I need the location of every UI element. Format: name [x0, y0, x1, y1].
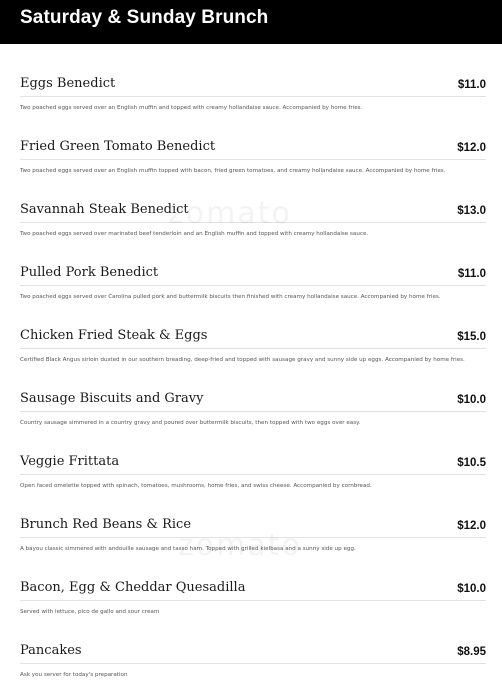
menu-item-price: $12.0 — [457, 142, 486, 154]
menu-item-description: Ask you server for today's preparation — [20, 672, 128, 678]
menu-item-price: $11.0 — [457, 268, 486, 280]
menu-item-name: Brunch Red Beans & Rice — [20, 517, 192, 532]
watermark — [178, 528, 302, 563]
menu-item-description: Open faced omelette topped with spinach, tomatoes, mushrooms, home fries, and swiss cheese. Accompanied by cornbread. — [20, 483, 372, 489]
menu-item-description: Served with lettuce, pico de gallo and sour cream — [20, 609, 160, 615]
menu-item-description: Two poached eggs served over an English muffin topped with bacon, fried green tomatoes, and creamy hollandaise sauce. Accompanied by home fries. — [20, 168, 446, 174]
menu-item-divider — [20, 159, 486, 160]
menu-item-divider — [20, 411, 486, 412]
menu-item-description: Country sausage simmered in a country gravy and poured over buttermilk biscuits, then topped with two eggs over easy. — [20, 420, 361, 426]
menu-item — [0, 133, 502, 196]
menu-item-divider — [20, 285, 486, 286]
menu-item-description: Two poached eggs served over an English muffin and topped with creamy hollandaise sauce. Accompanied by home fries. — [20, 105, 363, 111]
menu-item — [0, 448, 502, 511]
page-header — [0, 0, 502, 44]
menu-item — [0, 322, 502, 385]
menu-item-description: Two poached eggs served over marinated beef tenderloin and an English muffin and topped with creamy hollandaise sauce. — [20, 231, 369, 237]
menu-item-price: $8.95 — [457, 646, 486, 658]
menu-item — [0, 574, 502, 637]
menu-item-price: $15.0 — [457, 331, 486, 343]
menu-item-price: $12.0 — [457, 520, 486, 532]
menu-item-name: Bacon, Egg & Cheddar Quesadilla — [20, 580, 246, 595]
menu-item-divider — [20, 474, 486, 475]
menu-item-price: $11.0 — [457, 79, 486, 91]
watermark — [168, 196, 292, 231]
menu-item-divider — [20, 600, 486, 601]
menu-item-name: Eggs Benedict — [20, 76, 116, 91]
menu-item-name: Pancakes — [20, 643, 82, 658]
menu-item-divider — [20, 663, 486, 664]
menu-item-divider — [20, 96, 486, 97]
menu-item-name: Pulled Pork Benedict — [20, 265, 159, 280]
menu-item-price: $10.0 — [457, 394, 486, 406]
menu-list — [0, 70, 502, 700]
menu-item-name: Veggie Frittata — [20, 454, 120, 469]
page-title: Saturday & Sunday Brunch — [20, 7, 269, 28]
menu-item — [0, 385, 502, 448]
menu-item — [0, 637, 502, 700]
menu-item — [0, 70, 502, 133]
menu-item-name: Fried Green Tomato Benedict — [20, 139, 216, 154]
menu-item-divider — [20, 348, 486, 349]
menu-item-name: Sausage Biscuits and Gravy — [20, 391, 204, 406]
menu-item-description: A bayou classic simmered with andouille sausage and tasso ham. Topped with grilled kielbasa and a sunny side up egg. — [20, 546, 356, 552]
menu-item-description: Two poached eggs served over Carolina pulled pork and buttermilk biscuits then finished with creamy hollandaise sauce. Accompanied by home fries. — [20, 294, 441, 300]
menu-item-description: Certified Black Angus sirloin dusted in our southern breading, deep-fried and topped with sausage gravy and sunny side up eggs. Accompanied by home fries. — [20, 357, 465, 363]
menu-item-name: Chicken Fried Steak & Eggs — [20, 328, 208, 343]
menu-item-price: $10.0 — [457, 583, 486, 595]
menu-item-price: $10.5 — [457, 457, 486, 469]
menu-item-price: $13.0 — [457, 205, 486, 217]
menu-item — [0, 259, 502, 322]
menu-item-name: Savannah Steak Benedict — [20, 202, 189, 217]
